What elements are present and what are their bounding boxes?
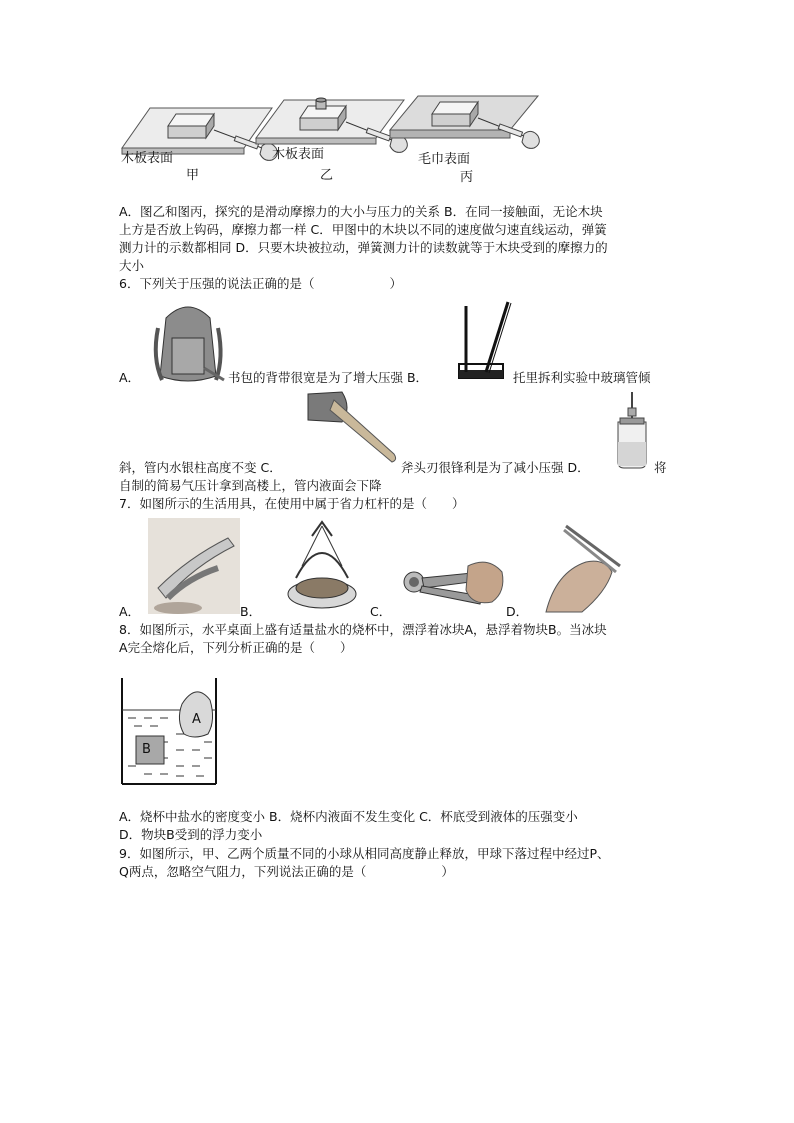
q8-stem-line-2: A完全熔化后，下列分析正确的是（ ） — [119, 640, 353, 655]
caption-yi: 乙 — [320, 168, 334, 183]
q7-tool-d-image — [536, 516, 626, 612]
q6-line-2-start: 斜，管内水银柱高度不变 C． — [119, 460, 282, 475]
q5-options-line-2: 上方是否放上钩码，摩擦力都一样 C．甲图中的木块以不同的速度做匀速直线运动，弹簧 — [119, 222, 607, 237]
friction-experiment-figure — [0, 0, 794, 200]
q6-option-d-text-end: 将 — [654, 460, 667, 475]
beaker-label-a: A — [192, 712, 201, 727]
q7-tool-a-image — [148, 518, 240, 614]
q7-tool-b-image — [282, 516, 362, 612]
q6-stem: 6．下列关于压强的说法正确的是（ ） — [119, 276, 402, 291]
q6-option-b-text: 托里拆利实验中玻璃管倾 — [513, 370, 651, 385]
caption-wood-surface-yi: 木板表面 — [272, 147, 325, 162]
caption-bing: 丙 — [460, 170, 474, 185]
friction-board-bing — [390, 96, 539, 148]
q6-line-3: 自制的简易气压计拿到高楼上，管内液面会下降 — [119, 478, 382, 493]
torricelli-experiment-image — [456, 296, 516, 386]
q7-option-a: A． — [119, 604, 141, 619]
q6-option-a-text: 书包的背带很宽是为了增大压强 B． — [228, 370, 429, 385]
beaker-label-b: B — [142, 742, 151, 757]
q5-options-line-4: 大小 — [119, 258, 145, 273]
q5-options-line-3: 测力计的示数都相同 D．只要木块被拉动，弹簧测力计的读数就等于木块受到的摩擦力的 — [119, 240, 608, 255]
q8-options-line-2: D．物块B受到的浮力变小 — [119, 827, 263, 842]
axe-image — [300, 388, 400, 468]
q9-stem-line-2: Q两点，忽略空气阻力，下列说法正确的是（ ） — [119, 864, 454, 879]
q7-tool-c-image — [398, 546, 508, 616]
q6-option-c-text: 斧头刃很锋利是为了减小压强 D． — [401, 460, 590, 475]
q7-option-b: B． — [240, 604, 262, 619]
q7-option-c: C． — [370, 604, 392, 619]
barometer-bottle-image — [612, 392, 652, 472]
caption-wood-surface-jia: 木板表面 — [121, 151, 174, 166]
q9-stem-line-1: 9．如图所示，甲、乙两个质量不同的小球从相同高度静止释放，甲球下落过程中经过P、 — [119, 846, 610, 861]
q8-stem-line-1: 8．如图所示，水平桌面上盛有适量盐水的烧杯中，漂浮着冰块A，悬浮着物块B。当冰块 — [119, 622, 607, 637]
backpack-image — [148, 298, 228, 388]
caption-towel-surface-bing: 毛巾表面 — [418, 152, 471, 167]
q5-options-line-1: A．图乙和图丙，探究的是滑动摩擦力的大小与压力的关系 B．在同一接触面，无论木块 — [119, 204, 603, 219]
beaker-ice-block-figure — [116, 676, 226, 796]
q6-option-a-label: A． — [119, 370, 141, 385]
q7-stem: 7．如图所示的生活用具，在使用中属于省力杠杆的是（ ） — [119, 496, 465, 511]
caption-jia: 甲 — [186, 168, 200, 183]
q8-options-line-1: A．烧杯中盐水的密度变小 B．烧杯内液面不发生变化 C．杯底受到液体的压强变小 — [119, 809, 578, 824]
q7-option-d: D． — [506, 604, 529, 619]
